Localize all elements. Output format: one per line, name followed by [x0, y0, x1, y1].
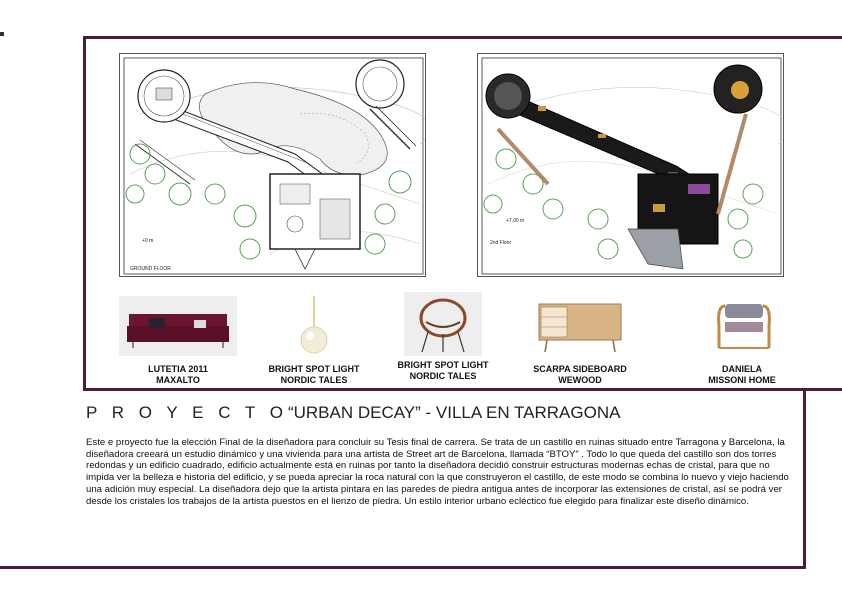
- product-name: BRIGHT SPOT LIGHT: [268, 364, 360, 374]
- product-scarpa-sideboard: [525, 298, 635, 386]
- corner-mark: [0, 32, 4, 36]
- second-floor-plan: [477, 53, 784, 277]
- product-brand: WEWOOD: [558, 375, 602, 385]
- product-name: LUTETIA 2011: [148, 364, 208, 374]
- product-brand: MISSONI HOME: [708, 375, 776, 385]
- product-daniela-armchair: [690, 298, 794, 386]
- product-lutetia: [114, 296, 242, 386]
- product-name: DANIELA: [722, 364, 762, 374]
- pendant-lamp-icon: [294, 296, 334, 356]
- ground-floor-label: GROUND FLOOR: [130, 266, 171, 272]
- product-brand: MAXALTO: [156, 375, 200, 385]
- product-name: BRIGHT SPOT LIGHT: [397, 360, 489, 370]
- product-brand: NORDIC TALES: [409, 371, 477, 381]
- project-description: Este e proyecto fue la elección Final de la diseñadora para concluir su Tesis final de carrera. Se trata de un castillo en ruinas situado entre Tarragona y Barcelona, la diseñadora creeará un estudio dinámico y una vivienda para una artista de Street art de Barcelona, llamada “BTOY” . Todo lo que queda del castillo son dos torres redondas y un edificio cuadrado, edificio actualmente está en ruinas por tanto la diseñadora decidió construir estructuras modernas echas de cristal, para que no impida ver la belleza e historia del edificio, y se pueda apreciar la roca natural con la que construyeron el castillo, de este modo se combina lo nuevo y viejo haciendo una adición muy especial. La diseñadora dejo que la artista pintara en las paredes de piedra antigua antes de incorporar las extensiones de cristal, así se podrá ver desde los cristales los trabajos de la artista puestos en el lienzo de piedra. Un estilo interior urbano ecléctico fue elegido para finalizar este diseño dinámico.: [86, 437, 789, 507]
- page-title: [86, 403, 620, 423]
- ground-level-label: +0 m: [142, 238, 154, 244]
- sofa-icon: [119, 296, 237, 356]
- second-floor-label: 2nd Floor: [490, 240, 512, 246]
- armchair-icon: [707, 298, 777, 356]
- second-level-label: +7.00 m: [506, 218, 525, 224]
- lounge-chair-icon: [404, 292, 482, 356]
- product-lounge-chair: [383, 292, 503, 382]
- title-prefix: P R O Y E C T O: [86, 403, 288, 422]
- sideboard-icon: [533, 298, 627, 356]
- product-name: SCARPA SIDEBOARD: [533, 364, 627, 374]
- ground-floor-plan: [119, 53, 426, 277]
- ground-floor-drawing: [120, 54, 426, 277]
- product-brand: NORDIC TALES: [280, 375, 348, 385]
- product-bright-spot-light: [254, 296, 374, 386]
- title-rest: “URBAN DECAY” - VILLA EN TARRAGONA: [287, 403, 621, 422]
- second-floor-drawing: [478, 54, 784, 277]
